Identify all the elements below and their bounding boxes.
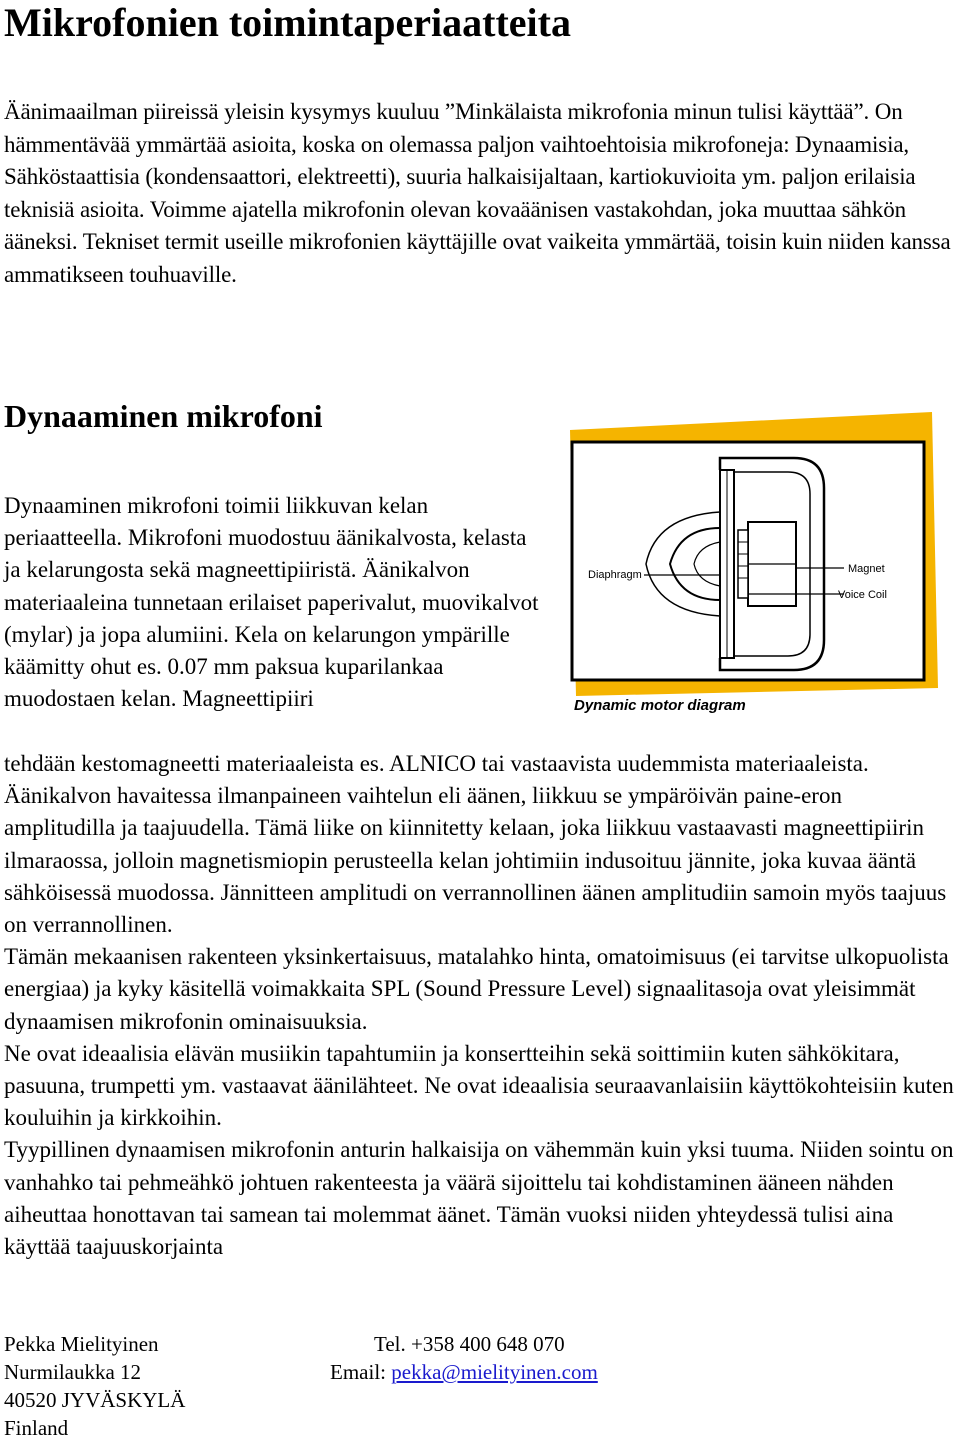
contact-city: 40520 JYVÄSKYLÄ bbox=[4, 1388, 186, 1412]
contact-footer bbox=[4, 1330, 944, 1442]
label-voice-coil: Voice Coil bbox=[838, 589, 887, 601]
section-heading: Dynaaminen mikrofoni bbox=[4, 398, 323, 434]
dynamic-motor-diagram bbox=[562, 412, 942, 722]
contact-name: Pekka Mielityinen bbox=[4, 1332, 159, 1356]
paragraph: tehdään kestomagneetti materiaaleista es. ALNICO tai vastaavista uudemmista materiaaleista. Äänikalvon havaitessa ilmanpaineen vaihtelun eli äänen, liikkuu se ympäröivän paine-eron amplitudilla ja taajuudella. Tämä liike on kiinnitetty kelaan, joka liikkuu vastaavasti magneettipiirin ilmaraossa, jolloin magnetismiopin perusteella kelan johtimiin indusoituu jännite, joka kuvaa ääntä sähköisessä muodossa. Jännitteen amplitudi on verrannollinen äänen amplitudiin samoin myös taajuus on verrannollinen. bbox=[4, 751, 947, 938]
paragraph: Ne ovat ideaalisia elävän musiikin tapahtumiin ja konsertteihin sekä soittimiin kuten sähkökitara, pasuuna, trumpetti ym. vastaavat äänilähteet. Ne ovat ideaalisia seuraavanlaisiin käyttökohteisiin kuten kouluihin ja kirkkoihin. bbox=[4, 1040, 954, 1131]
intro-paragraph: Äänimaailman piireissä yleisin kysymys kuuluu ”Minkälaista mikrofonia minun tulisi käyttää”. On hämmentävää ymmärtää asioita, koska on olemassa paljon vaihtoehtoisia mikrofoneja: Dynaamisia, Sähköstaattisia (kondensaattori, elektreetti), suuria halkaisijaltaan, kartiokuvioita ym. paljon erilaisia teknisiä asioita. Voimme ajatella mikrofonin olevan kovaäänisen vastakohdan, joka muuttaa sähkön ääneksi. Tekniset termit useille mikrofonien käyttäjille ovat vaikeita ymmärtää, toisin kuin niiden kanssa ammatikseen touhuaville. bbox=[4, 99, 951, 287]
paragraph: Tämän mekaanisen rakenteen yksinkertaisuus, matalahko hinta, omatoimisuus (ei tarvitse ulkopuolista energiaa) ja kyky käsitellä voimakkaita SPL (Sound Pressure Level) signaalitasoja ovat yleisimmät dynaamisen mikrofonin ominaisuuksia. bbox=[4, 944, 949, 1034]
section-body bbox=[4, 748, 956, 1263]
page-title: Mikrofonien toimintaperiaatteita bbox=[4, 0, 571, 45]
label-magnet: Magnet bbox=[848, 563, 885, 575]
contact-phone: Tel. +358 400 648 070 bbox=[374, 1332, 565, 1356]
email-link[interactable]: pekka@mielityinen.com bbox=[391, 1360, 598, 1384]
contact-street: Nurmilaukka 12 bbox=[4, 1360, 142, 1384]
email-label: Email: bbox=[330, 1360, 392, 1384]
section-text-beside-figure: Dynaaminen mikrofoni toimii liikkuvan kelan periaatteella. Mikrofoni muodostuu äänikalvosta, kelasta ja kelarungosta sekä magneettipiiristä. Äänikalvon materiaaleina tunnetaan erilaiset paperivalut, muovikalvot (mylar) ja jopa alumiini. Kela on kelarungon ympärille käämitty ohut es. 0.07 mm paksua kuparilankaa muodostaen kelan. Magneettipiiri bbox=[4, 493, 539, 712]
label-diaphragm: Diaphragm bbox=[588, 569, 642, 581]
paragraph: Tyypillinen dynaamisen mikrofonin anturin halkaisija on vähemmän kuin yksi tuuma. Niiden sointu on vanhahko tai pehmeähkö johtuen rakenteesta ja väärä sijoittelu tai kohdistaminen ääneen nähden aiheuttaa honottavan tai samean tai molemmat äänet. Tämän vuoksi niiden yhteydessä tulisi aina käyttää taajuuskorjainta bbox=[4, 1137, 954, 1260]
figure-caption: Dynamic motor diagram bbox=[574, 697, 746, 714]
contact-country: Finland bbox=[4, 1416, 69, 1440]
